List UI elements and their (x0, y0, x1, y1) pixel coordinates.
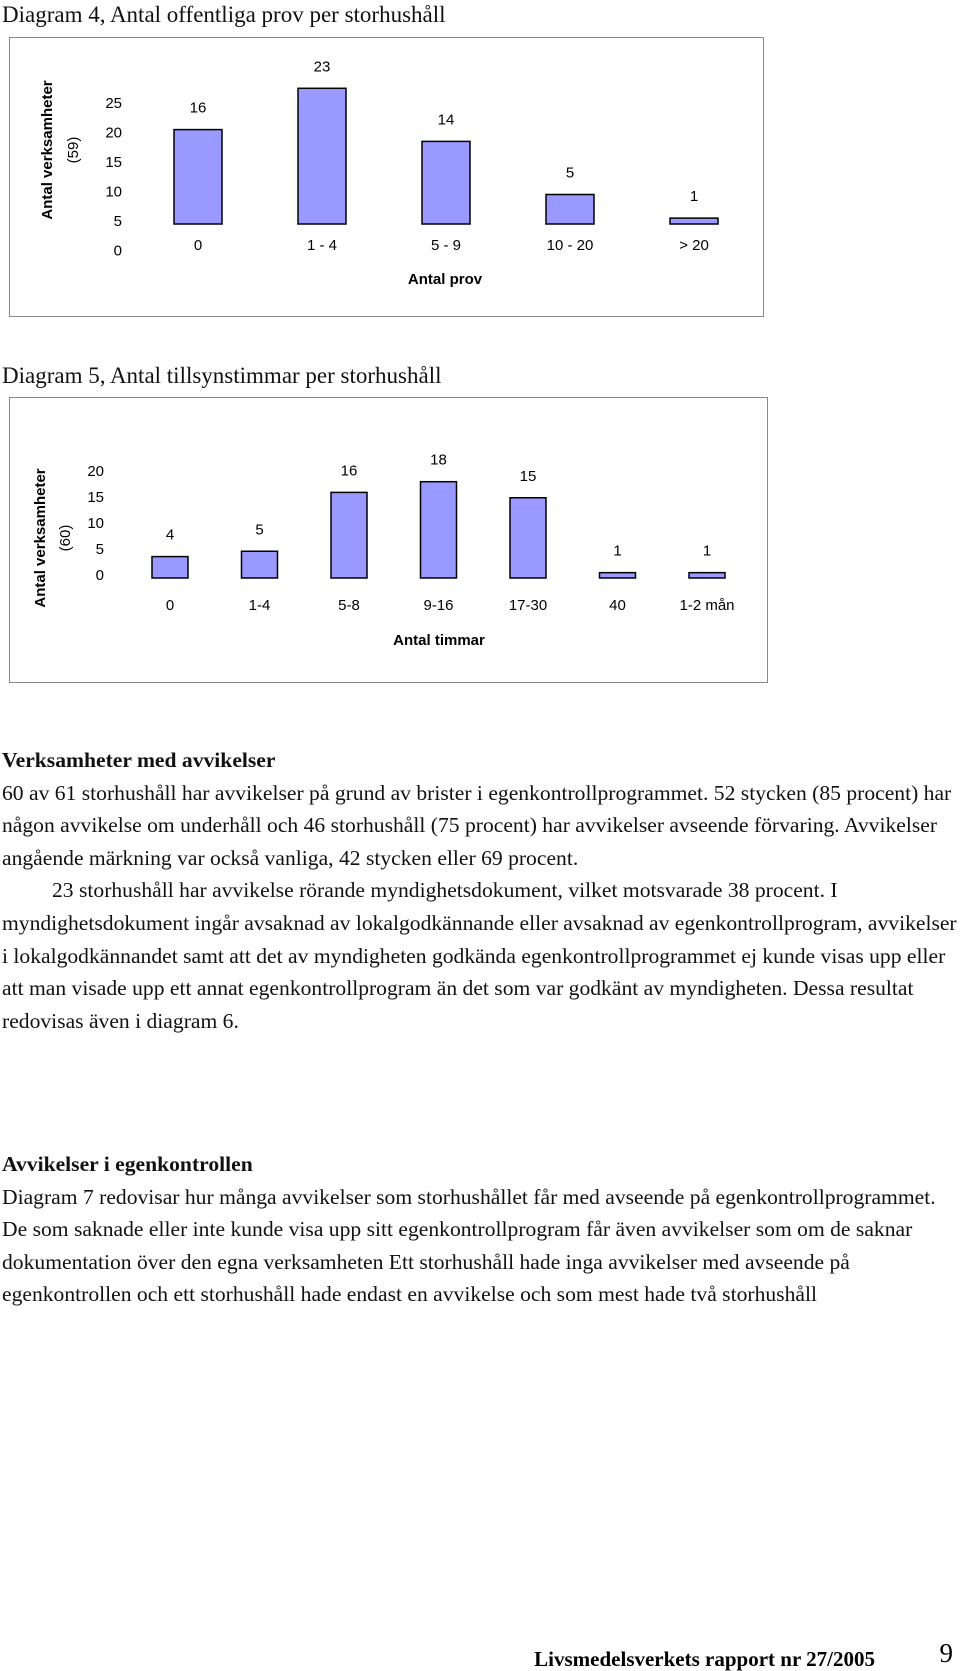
bar (600, 573, 636, 578)
x-tick-label: 17-30 (508, 597, 548, 614)
chart-2 (10, 398, 767, 682)
section-heading: Avvikelser i egenkontrollen (2, 1152, 253, 1176)
bar (298, 88, 346, 224)
paragraph: 23 storhushåll har avvikelse rörande myndighetsdokument, vilket motsvarade 38 procent. I myndighetsdokument ingår avsaknad av lokalgodkännande eller avsaknad av egenkontrollprogram, avvikelser i lokalgodkännandet samt att det av myndigheten godkända egenkontrollprogrammet ej kunde visas upp eller att man visade upp ett annat egenkontrollprogram än det som var godkänt av myndigheten. Dessa resultat redovisas även i diagram 6. (2, 878, 957, 1033)
bar (174, 130, 222, 224)
section-verksamheter (2, 744, 957, 1037)
x-tick-label: > 20 (679, 237, 709, 254)
bar (331, 492, 367, 578)
y-tick-label: 0 (95, 567, 104, 584)
bar-value-label: 5 (565, 164, 575, 182)
y-tick-label: 15 (105, 154, 122, 171)
x-tick-label: 0 (165, 597, 175, 614)
bar-value-label: 15 (519, 467, 537, 485)
y-tick-label: 5 (95, 541, 104, 558)
bar (670, 218, 718, 224)
y-axis-count: (59) (65, 136, 82, 164)
bar (510, 498, 546, 578)
bar-value-label: 16 (189, 99, 207, 117)
bar-value-label: 1 (689, 188, 699, 206)
chart-1-frame (9, 37, 764, 317)
y-tick-label: 15 (87, 489, 104, 506)
bar (689, 573, 725, 578)
bar-value-label: 4 (165, 526, 175, 544)
y-tick-label: 0 (113, 242, 122, 260)
bar (242, 551, 278, 578)
section-egenkontroll (2, 1148, 957, 1311)
y-tick-label: 20 (87, 463, 104, 480)
bar-value-label: 16 (340, 462, 358, 480)
chart-1 (10, 38, 763, 316)
bar (152, 557, 188, 578)
bar-value-label: 18 (430, 451, 447, 469)
y-axis-count: (60) (57, 524, 74, 552)
x-tick-label: 5-8 (338, 597, 360, 614)
x-tick-label: 1 - 4 (306, 237, 338, 254)
diagram-5-caption: Diagram 5, Antal tillsynstimmar per storhushåll (2, 363, 442, 388)
y-tick-label: 10 (105, 183, 122, 201)
x-tick-label: 1-4 (248, 597, 271, 614)
y-tick-label: 10 (87, 515, 104, 532)
y-tick-label: 20 (105, 124, 122, 142)
paragraph: 60 av 61 storhushåll har avvikelser på grund av brister i egenkontrollprogrammet. 52 stycken (85 procent) har någon avvikelse om underhåll och 46 storhushåll (75 procent) har avvikelser avseende förvaring. Avvikelser angående märkning var också vanliga, 42 stycken eller 69 procent. (2, 780, 952, 870)
x-axis-title: Antal prov (407, 271, 483, 288)
y-tick-label: 5 (113, 213, 122, 230)
chart-2-frame (9, 397, 768, 683)
bar-value-label: 23 (313, 58, 331, 76)
section-heading: Verksamheter med avvikelser (2, 748, 276, 772)
x-tick-label: 40 (609, 597, 626, 614)
page-number: 9 (939, 1638, 953, 1668)
bar-value-label: 1 (702, 542, 712, 560)
y-axis-title: Antal verksamheter (32, 468, 49, 608)
bar-value-label: 5 (255, 521, 264, 539)
bar-value-label: 1 (613, 542, 622, 560)
bar (546, 195, 594, 225)
paragraph: Diagram 7 redovisar hur många avvikelser som storhushållet får med avseende på egenkontrollprogrammet. De som saknade eller inte kunde visa upp sitt egenkontrollprogram får även avvikelser som om de saknar dokumentation över den egna verksamheten Ett storhushåll hade inga avvikelser med avseende på egenkontrollen och ett storhushåll hade endast en avvikelse och som mest hade två storhushåll (2, 1184, 936, 1307)
x-tick-label: 10 - 20 (546, 237, 594, 254)
bar (422, 141, 470, 224)
x-tick-label: 0 (193, 237, 203, 254)
x-tick-label: 1-2 mån (679, 597, 735, 614)
x-axis-title: Antal timmar (393, 632, 485, 649)
page-footer (0, 1638, 960, 1671)
x-tick-label: 5 - 9 (430, 237, 462, 254)
diagram-4-caption: Diagram 4, Antal offentliga prov per storhushåll (2, 2, 446, 27)
bar (421, 482, 457, 578)
bar-value-label: 14 (437, 111, 455, 129)
report-title: Livsmedelsverkets rapport nr 27/2005 (534, 1647, 875, 1671)
y-axis-title: Antal verksamheter (39, 80, 56, 220)
x-tick-label: 9-16 (423, 597, 454, 614)
y-tick-label: 25 (105, 95, 122, 112)
